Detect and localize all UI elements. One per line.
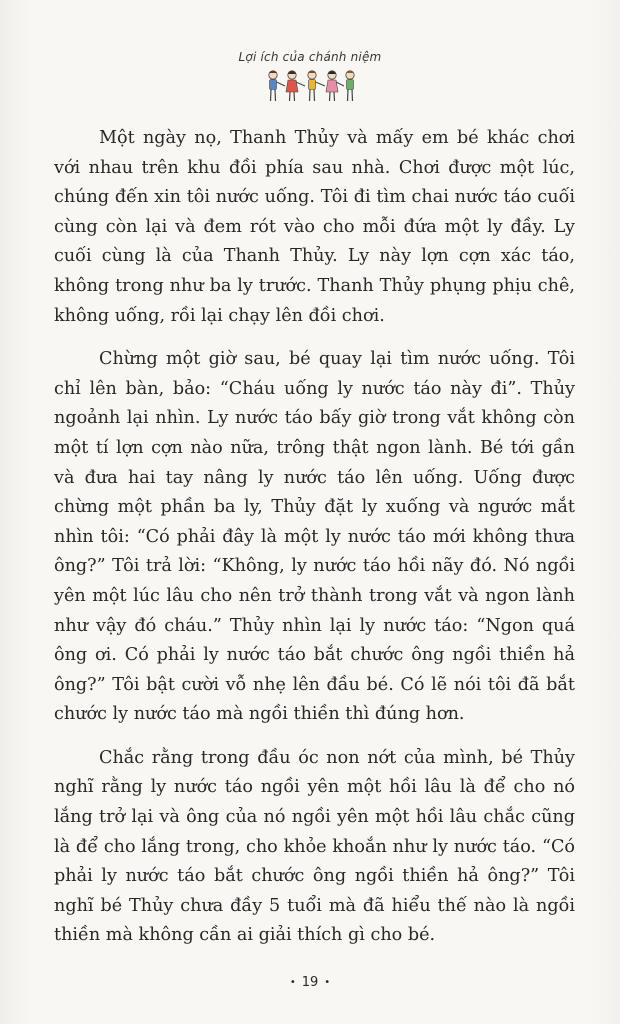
- paragraph-3: Chắc rằng trong đầu óc non nớt của mình, bé Thủy nghĩ rằng ly nước táo ngồi yên một hồi lâu là để cho nó lắng trở lại và ông của nó ngồi yên một hồi lâu chắc cũng là để cho lắng trong, cho khỏe khoắn như ly nước táo. “Có phải ly nước táo bắt chước ông ngồi thiền hả ông?” Tôi nghĩ bé Thủy chưa đầy 5 tuổi mà đã hiểu thế nào là ngồi thiền mà không cần ai giải thích gì cho bé.: [54, 747, 575, 946]
- child-figure-3: [308, 71, 325, 101]
- paragraph-1: Một ngày nọ, Thanh Thủy và mấy em bé khác chơi với nhau trên khu đồi phía sau nhà. Chơi được một lúc, chúng đến xin tôi nước uống. Tôi đi tìm chai nước táo cuối cùng còn lại và đem rót vào cho mỗi đứa một ly đầy. Ly cuối cùng là của Thanh Thủy. Ly này lợn cợn xác táo, không trong như ba ly trước. Thanh Thủy phụng phịu chê, không uống, rồi lại chạy lên đồi chơi.: [54, 128, 575, 326]
- children-holding-hands-icon: [263, 67, 359, 107]
- folio-bullet-right: •: [324, 977, 331, 988]
- running-header: Lợi ích của chánh niệm: [238, 50, 382, 64]
- child-figure-2: [286, 71, 305, 101]
- paragraph-2: Chừng một giờ sau, bé quay lại tìm nước uống. Tôi chỉ lên bàn, bảo: “Cháu uống ly nước táo này đi”. Thủy ngoảnh lại nhìn. Ly nước táo bấy giờ trong vắt không còn một tí lợn cợn nào nữa, trông thật ngon lành. Bé tới gần và đưa hai tay nâng ly nước táo lên uống. Uống được chừng một phần ba ly, Thủy đặt ly xuống và ngước mắt nhìn tôi: “Có phải đây là một ly nước táo mới không thưa ông?” Tôi trả lời: “Không, ly nước táo hồi nãy đó. Nó ngồi yên một lúc lâu cho nên trở thành trong vắt và ngon lành như vậy đó cháu.” Thủy nhìn lại ly nước táo: “Ngon quá ông ơi. Có phải ly nước táo bắt chước ông ngồi thiền hả ông?” Tôi bật cười vỗ nhẹ lên đầu bé. Có lẽ nói tôi đã bắt chước ly nước táo mà ngồi thiền thì đúng hơn.: [54, 349, 575, 725]
- page-number-footer: [0, 975, 620, 990]
- page-number: 19: [301, 975, 319, 990]
- body-text: [54, 124, 575, 965]
- child-figure-4: [326, 71, 344, 101]
- child-figure-5: [346, 71, 354, 101]
- folio-bullet-left: •: [289, 977, 296, 988]
- child-figure-1: [269, 71, 285, 101]
